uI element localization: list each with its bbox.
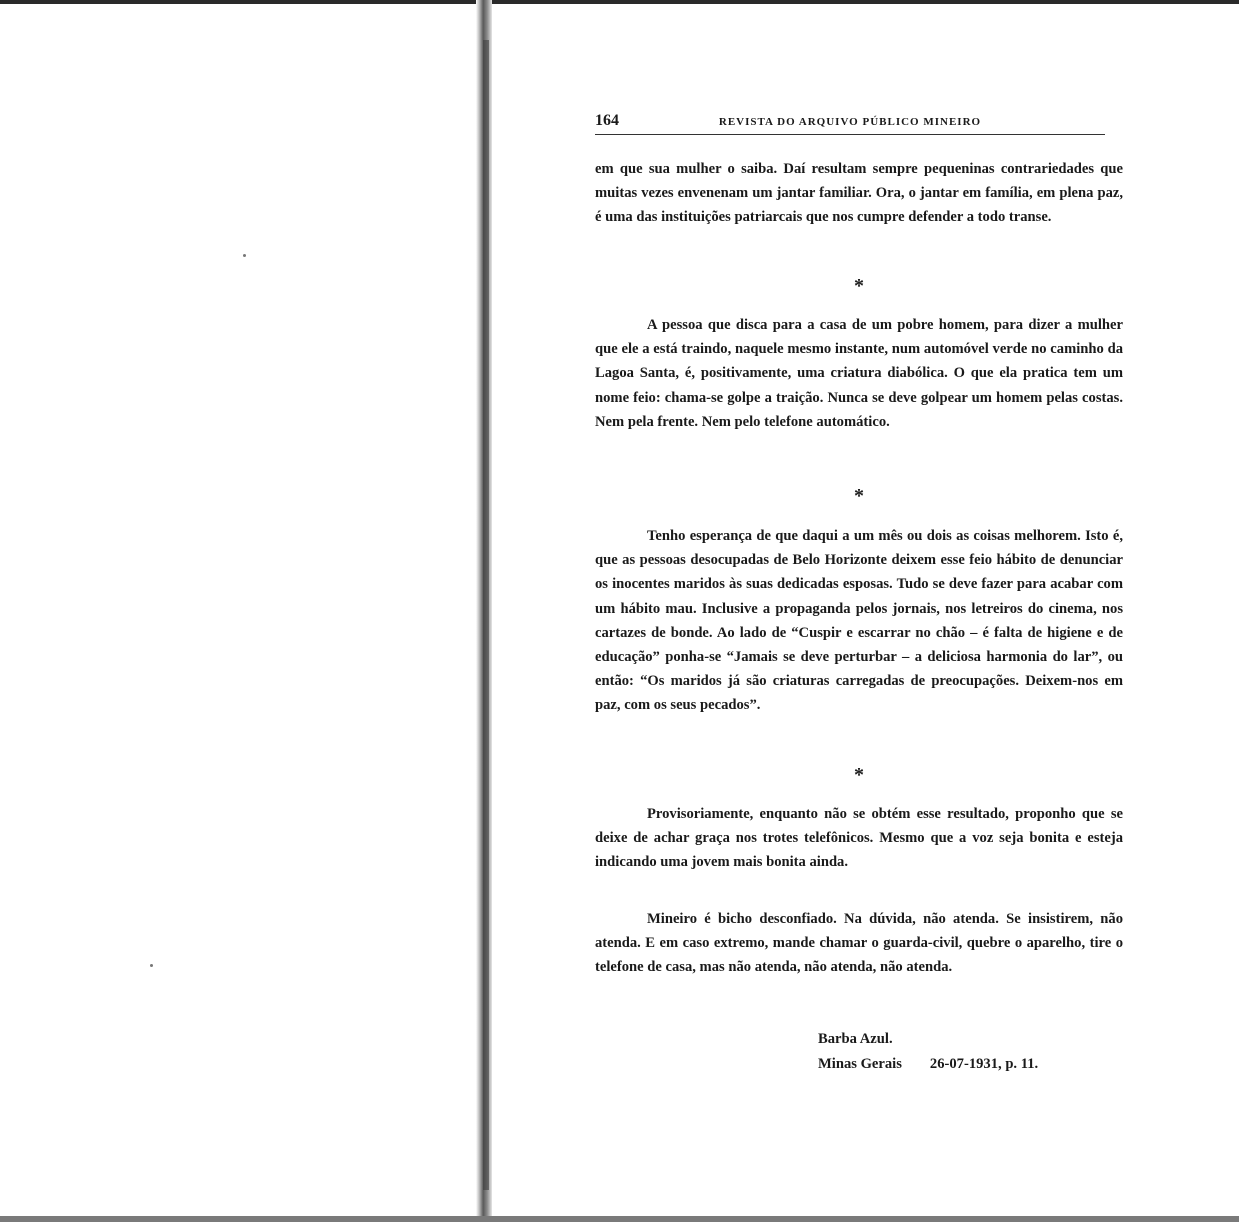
signature-date: 26-07-1931, p. 11. (929, 1055, 1039, 1072)
section-separator: * (854, 485, 864, 507)
paragraph-2: A pessoa que disca para a casa de um pobre homem, para dizer a mulher que ele a está traindo, naquele mesmo instante, num automóvel verde no caminho da Lagoa Santa, é, positivamente, uma criatura diabólica. O que ela pratica tem um nome feio: chama-se golpe a traição. Nunca se deve golpear um homem pelas costas. Nem pela frente. Nem pelo telefone automático. (595, 317, 1123, 430)
scan-speck (150, 964, 153, 967)
paragraph-3: Tenho esperança de que daqui a um mês ou dois as coisas melhorem. Isto é, que as pessoas desocupadas de Belo Horizonte deixem esse feio hábito de denunciar os inocentes maridos às suas dedicadas esposas. Tudo se deve fazer para acabar com um hábito mau. Inclusive a propaganda pelos jornais, nos letreiros do cinema, nos cartazes de bonde. Ao lado de “Cuspir e escarrar no chão – é falta de higiene e de educação” ponha-se “Jamais se deve perturbar – a deliciosa harmonia do lar”, ou então: “Os maridos já são criaturas carregadas de preocupações. Deixem-nos em paz, com os seus pecados”. (595, 528, 1123, 714)
paragraph-1: em que sua mulher o saiba. Daí resultam sempre pequeninas contrariedades que muitas vezes envenenam um jantar familiar. Ora, o jantar em família, em plena paz, é uma das instituições patriarcais que nos cumpre defender a todo transe. (595, 161, 1123, 226)
book-spine-shadow (483, 40, 489, 1190)
right-page (595, 0, 1123, 1222)
page-number: 164 (595, 112, 619, 129)
scan-speck (243, 254, 246, 257)
paragraph-4: Provisoriamente, enquanto não se obtém esse resultado, proponho que se deixe de achar graça nos trotes telefônicos. Mesmo que a voz seja bonita e esteja indicando uma jovem mais bonita ainda. (595, 806, 1123, 871)
signature-block (818, 1027, 1038, 1076)
signature-source: Minas Gerais (818, 1055, 902, 1072)
signature-author: Barba Azul. (818, 1031, 893, 1047)
page-header (595, 112, 1105, 135)
section-separator: * (854, 764, 864, 786)
running-title: REVISTA DO ARQUIVO PÚBLICO MINEIRO (718, 116, 982, 128)
paragraph-5: Mineiro é bicho desconfiado. Na dúvida, não atenda. Se insistirem, não atenda. E em caso extremo, mande chamar o guarda-civil, quebre o aparelho, tire o telefone de casa, mas não atenda, não atenda, não atenda. (595, 911, 1123, 976)
signature-source-line (818, 1052, 1038, 1077)
section-separator: * (854, 275, 864, 297)
